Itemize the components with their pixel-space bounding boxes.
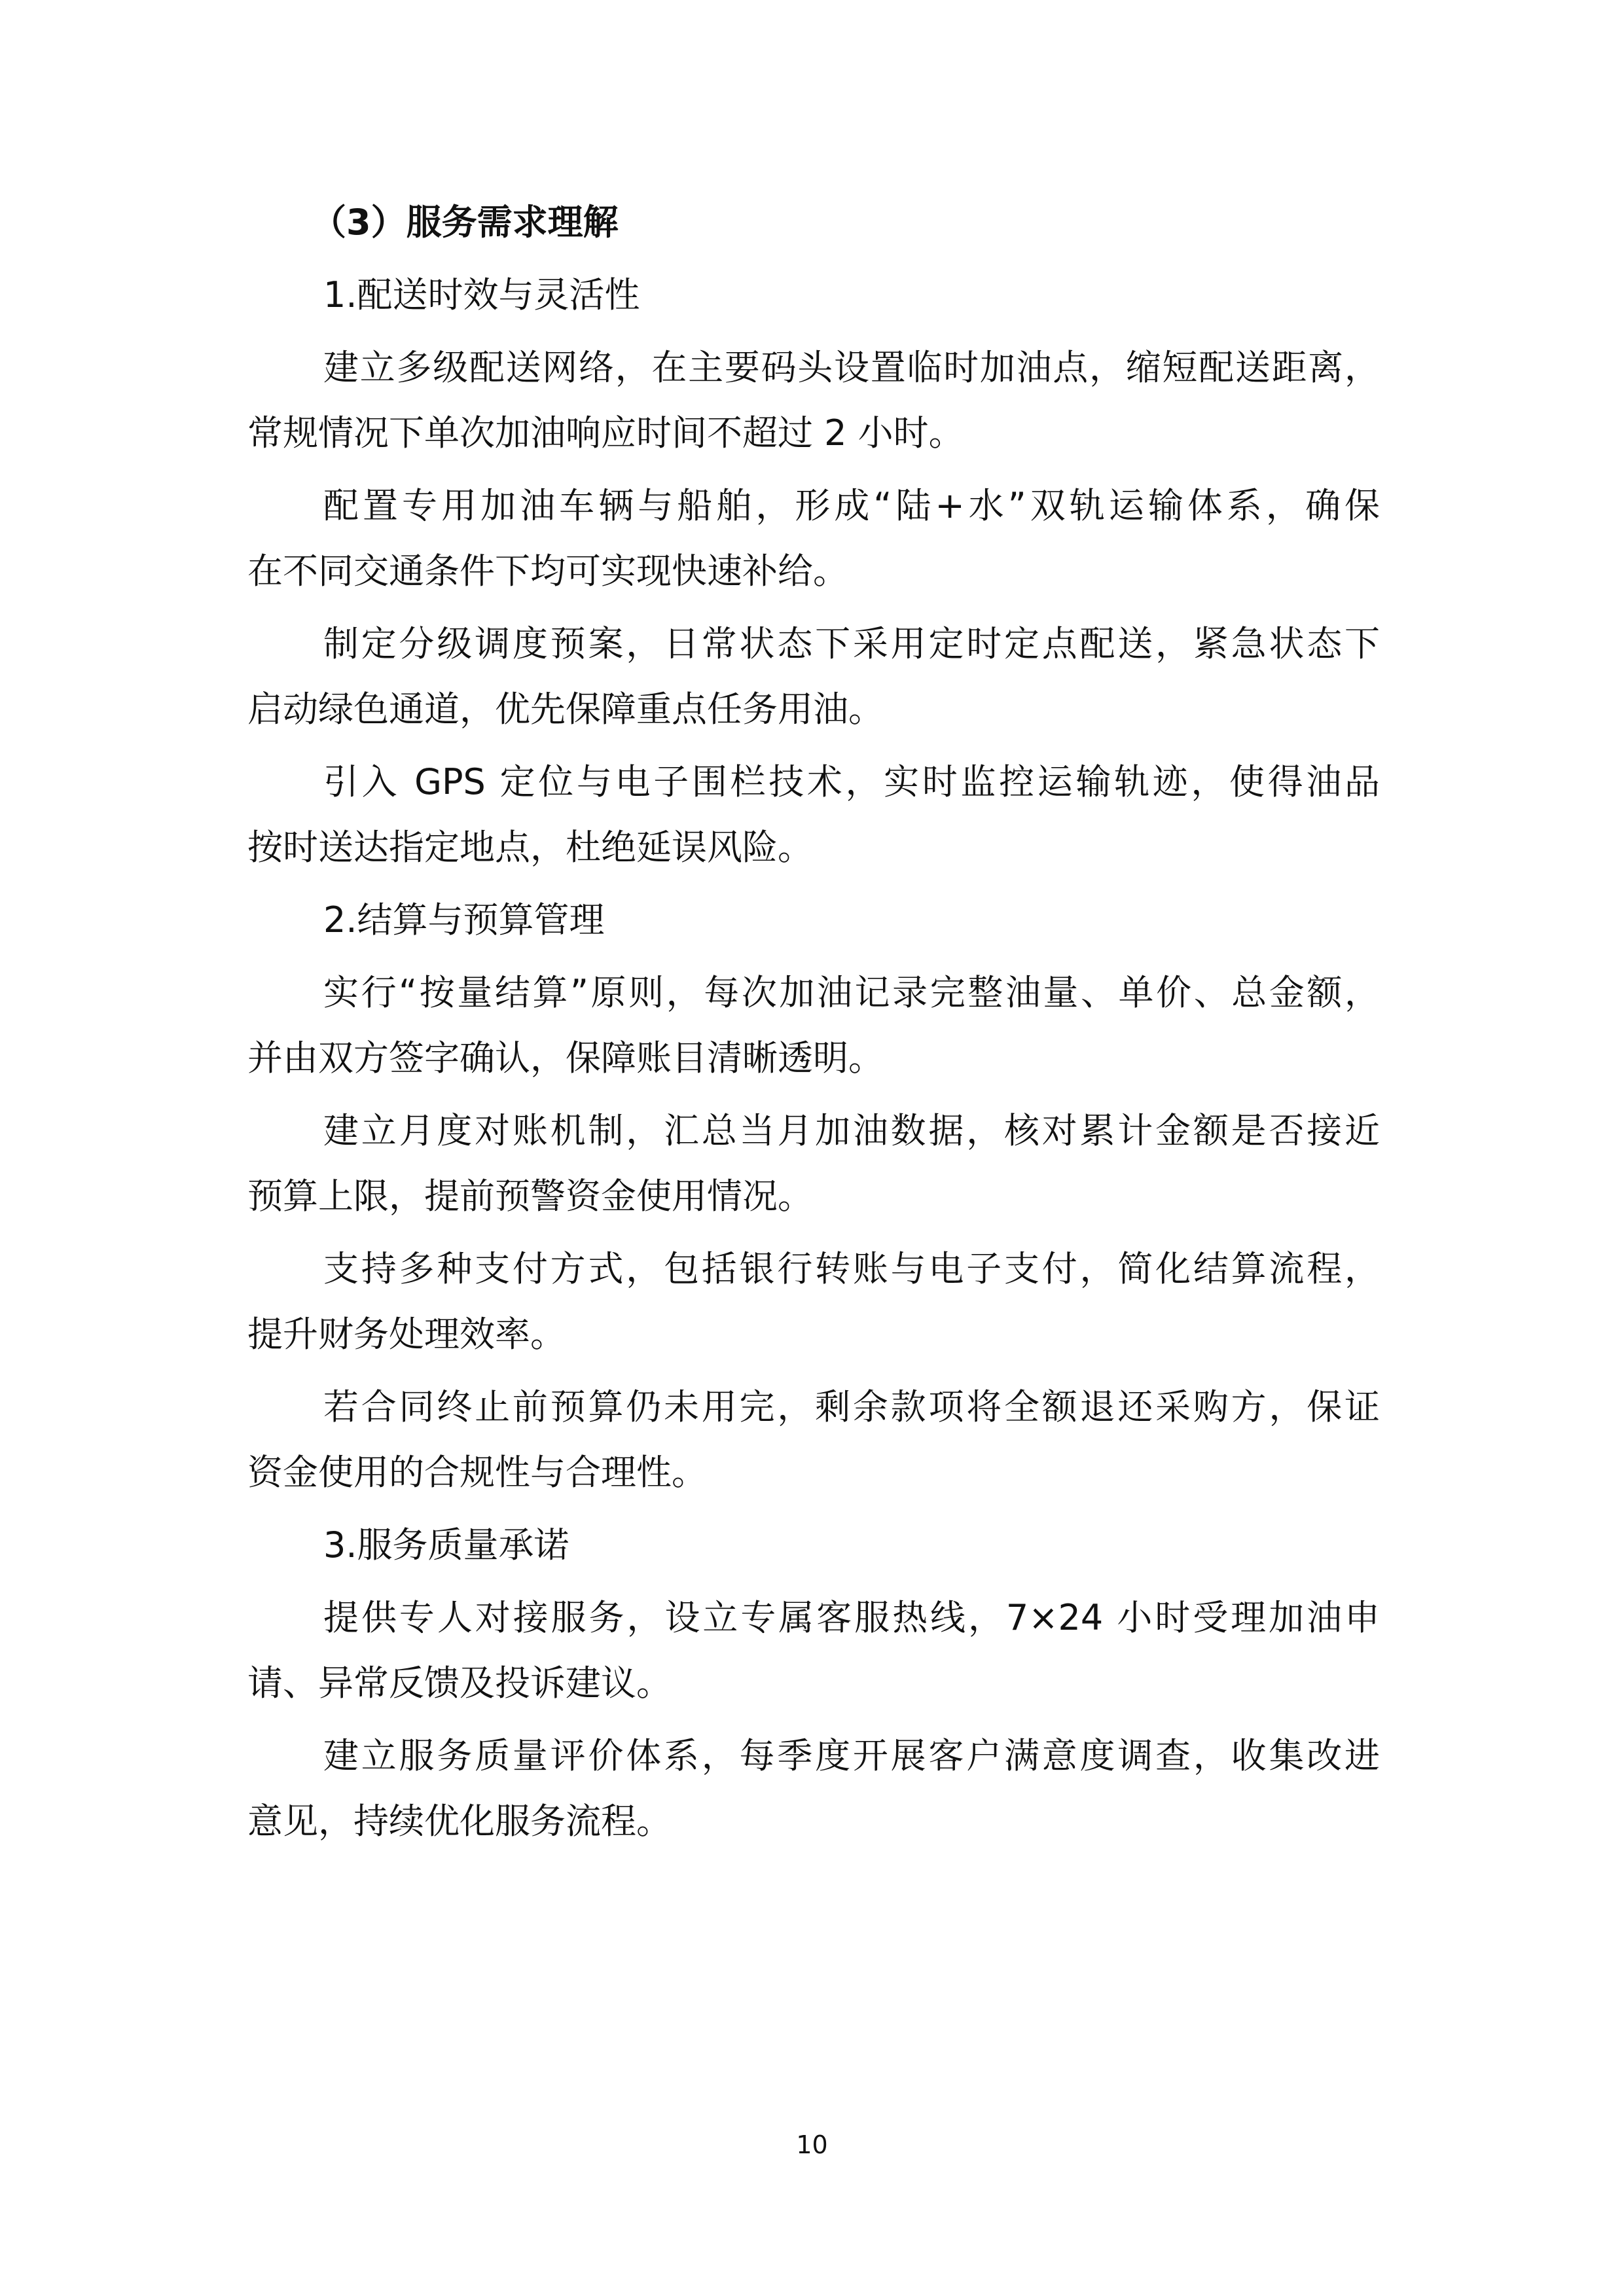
paragraph-line: 提供专人对接服务，设立专属客服热线，7×24 小时受理加油申: [323, 1597, 1380, 1638]
paragraph-line: 建立月度对账机制，汇总当月加油数据，核对累计金额是否接近: [323, 1110, 1380, 1151]
paragraph-line: 意见，持续优化服务流程。: [247, 1801, 672, 1842]
paragraph-line: 常规情况下单次加油响应时间不超过 2 小时。: [247, 412, 964, 454]
subsection-title: 2.结算与预算管理: [323, 899, 605, 941]
section-heading: （3）服务需求理解: [311, 202, 619, 243]
subsection-title: 1.配送时效与灵活性: [323, 274, 640, 315]
paragraph: [247, 960, 1380, 1091]
paragraph: [247, 1098, 1380, 1229]
paragraph-line: 提升财务处理效率。: [247, 1314, 566, 1355]
paragraph-line: 制定分级调度预案，日常状态下采用定时定点配送，紧急状态下: [323, 623, 1380, 664]
paragraph-line: 若合同终止前预算仍未用完，剩余款项将全额退还采购方，保证: [323, 1386, 1380, 1427]
paragraph-line: 预算上限，提前预警资金使用情况。: [247, 1175, 813, 1217]
paragraph-line: 并由双方签字确认，保障账目清晰透明。: [247, 1037, 884, 1079]
paragraph-line: 引入 GPS 定位与电子围栏技术，实时监控运输轨迹，使得油品: [323, 761, 1380, 802]
subsection-title: 3.服务质量承诺: [323, 1524, 569, 1566]
page-number: 10: [796, 2130, 828, 2159]
paragraph: [247, 611, 1380, 742]
paragraph: [247, 335, 1380, 466]
paragraph-line: 按时送达指定地点，杜绝延误风险。: [247, 827, 813, 868]
paragraph-line: 在不同交通条件下均可实现快速补给。: [247, 550, 848, 592]
paragraph: [247, 749, 1380, 880]
paragraph-line: 建立服务质量评价体系，每季度开展客户满意度调查，收集改进: [323, 1735, 1380, 1776]
paragraph-line: 支持多种支付方式，包括银行转账与电子支付，简化结算流程，: [323, 1248, 1380, 1289]
paragraph: [247, 1723, 1380, 1854]
paragraph: [247, 1374, 1380, 1505]
paragraph-line: 实行“按量结算”原则，每次加油记录完整油量、单价、总金额，: [323, 972, 1380, 1013]
paragraph: [247, 1585, 1380, 1716]
paragraph-line: 配置专用加油车辆与船舶，形成“陆+水”双轨运输体系，确保: [323, 485, 1380, 526]
paragraph-line: 请、异常反馈及投诉建议。: [247, 1662, 672, 1704]
paragraph-line: 资金使用的合规性与合理性。: [247, 1452, 707, 1493]
paragraph: [247, 1236, 1380, 1367]
paragraph: [247, 473, 1380, 604]
paragraph-line: 建立多级配送网络，在主要码头设置临时加油点，缩短配送距离，: [323, 347, 1380, 388]
paragraph-line: 启动绿色通道，优先保障重点任务用油。: [247, 689, 884, 730]
page-content: [247, 190, 1380, 1861]
